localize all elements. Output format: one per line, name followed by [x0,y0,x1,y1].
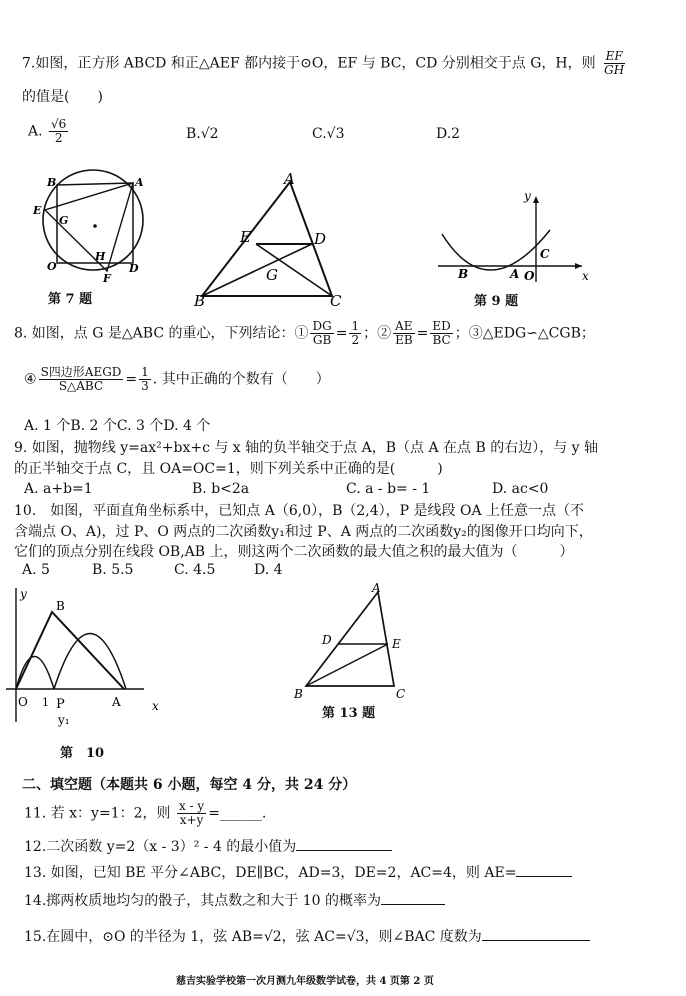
fig9-parabola [442,230,550,270]
q10-option-d: D. 4 [254,562,283,578]
q8-f2-den: EB [395,333,413,347]
q9-option-b: B. b<2a [192,481,250,497]
fig7-caption: 第 7 题 [48,292,93,307]
q11-post: =______. [208,805,267,822]
q14 [24,890,445,910]
q7-option-b: B.√2 [186,126,219,142]
q10-option-a: A. 5 [22,562,50,578]
fig9-label-b: B [458,267,469,281]
q10-option-c: C. 4.5 [174,562,216,578]
q14-text: 14.掷两枚质地均匀的骰子，其点数之和大于 10 的概率为 [24,893,381,909]
q8-eq4: = [125,371,138,388]
figure-7 [25,168,155,286]
q10-line2: 含端点 O、A)，过 P、O 两点的二次函数y₁和过 P、A 两点的二次函数y₂的图像开口均向下， [14,524,593,540]
q13-text: 13. 如图，已知 BE 平分∠ABC，DE∥BC，AD=3，DE=2，AC=4，则 AE= [24,865,517,881]
fig10-label-1: 1 [42,696,49,709]
q8-f4-den: S△ABC [58,379,104,393]
q11-den: x+y [179,813,204,827]
fig9-x-arrow [575,263,582,269]
fig9-label-o: O [524,269,535,283]
fig7-label-h: H [95,250,106,263]
figure-13 [290,582,420,700]
q11-num: x - y [178,799,205,813]
fig8-label-d: D [314,230,327,248]
fig10-label-y1: y₁ [58,713,70,727]
q8-f1-num: DG [312,319,332,333]
q9-line1: 9. 如图，抛物线 y=ax²+bx+c 与 x 轴的负半轴交于点 A，B（点 A 在点 B 的右边），与 y 轴 [14,440,599,456]
q8-sep1: ；② [363,325,392,342]
q7-opt-a-frac [49,118,68,145]
q10-line3: 它们的顶点分别在线段 OB,AB 上，则这两个二次函数的最大值之积的最大值为（ ） [14,544,574,560]
fig8-label-e: E [240,228,251,246]
q8-r1 [349,320,361,347]
fig13-caption: 第 13 题 [322,706,376,721]
figure-9 [432,190,592,288]
q11-frac [177,800,206,827]
q14-answer-blank[interactable] [381,904,445,905]
figure-8 [192,168,352,310]
fig13-triangle [306,592,394,686]
q7-line2: 的值是( ) [22,89,103,105]
fig7-center-dot [93,224,97,228]
q7-opt-a-num: √6 [51,117,67,131]
fig10-label-x: x [152,699,159,713]
q8-r4-num: 1 [141,365,149,379]
q12-answer-blank[interactable] [296,850,392,851]
q8-c4: ④ [24,371,37,388]
q8-r2-num: ED [432,319,451,333]
fig10-label-p: P [56,697,65,712]
q8-line1 [14,320,595,347]
fig7-label-g: G [59,214,69,227]
q12-text: 12.二次函数 y=2（x - 3）² - 4 的最小值为 [24,839,297,855]
fig7-label-a: A [135,176,144,189]
q8-options: A. 1 个B. 2 个C. 3 个D. 4 个 [24,418,211,434]
q11-pre: 11. 若 x：y=1：2，则 [24,805,171,822]
q9-option-a: A. a+b=1 [24,481,93,497]
q8-r2 [430,320,452,347]
q8-intro: 8. 如图，点 G 是△ABC 的重心，下列结论：① [14,325,309,342]
fig8-line-db [202,244,312,296]
fig13-label-e: E [392,637,401,651]
fig8-label-c: C [330,292,342,310]
q9-option-d: D. ac<0 [492,481,549,497]
fig8-label-a: A [284,170,295,188]
fig13-label-a: A [372,582,381,595]
q7-frac-den: GH [604,63,625,77]
q15 [24,926,590,946]
q7-fraction [602,50,626,77]
q8-f4 [39,366,124,393]
q9-line2: 的正半轴交于点 C，且 OA=OC=1，则下列关系中正确的是( ) [14,461,443,477]
fig9-label-y: y [524,190,531,203]
q8-r1-num: 1 [351,319,360,333]
q8-f1-den: GB [312,333,332,347]
q8-eq2: = [416,325,429,342]
fig13-label-d: D [322,633,332,647]
fig7-label-b: B [47,176,57,189]
q8-r2-den: BC [432,333,451,347]
fig10-label-a: A [112,695,121,709]
fig8-label-g: G [266,266,278,284]
q8-f4-num: S四边形AEGD [40,365,122,379]
fig7-label-e: E [33,204,42,217]
fig10-caption: 第 10 [60,746,105,761]
fig13-label-b: B [294,687,303,700]
q10-line1: 10. 如图，平面直角坐标系中，已知点 A（6,0），B（2,4），P 是线段 OA 上任意一点（不 [14,503,584,519]
q7-opt-a-den: 2 [54,131,63,145]
q7-stem [22,50,628,77]
q7-option-d: D.2 [436,126,461,142]
q7-line1: 7.如图，正方形 ABCD 和正△AEF 都内接于⊙O，EF 与 BC，CD 分别相交于点 G，H，则 [22,55,596,72]
fig7-triangle [45,183,133,271]
q11 [24,800,266,827]
q13-answer-blank[interactable] [516,876,572,877]
fig7-label-f: F [103,272,111,285]
q8-f1 [310,320,333,347]
q13 [24,862,572,882]
fig10-label-b: B [56,599,65,613]
fig9-caption: 第 9 题 [474,294,519,309]
q8-r1-den: 2 [351,333,360,347]
page-footer: 慈吉实验学校第一次月测九年级数学试卷，共 4 页第 2 页 [176,976,434,987]
q9-option-c: C. a - b= - 1 [346,481,431,497]
q8-eq1: = [335,325,348,342]
q7-opt-a-label: A. [28,123,43,140]
q10-option-b: B. 5.5 [92,562,134,578]
fig7-label-d: D [129,262,139,275]
fig13-line-be [306,644,388,686]
fig10-y1-curve [16,657,54,690]
fig8-label-b: B [194,292,206,310]
figure-10 [4,584,174,734]
q7-option-c: C.√3 [312,126,345,142]
q8-tail: . 其中正确的个数有（ ） [152,371,330,388]
fig9-label-a: A [510,267,520,281]
section2-heading: 二、填空题（本题共 6 小题，每空 4 分，共 24 分） [22,777,357,793]
q8-f2-num: AE [395,319,413,333]
q15-text: 15.在圆中，⊙O 的半径为 1，弦 AB=√2，弦 AC=√3，则∠BAC 度数为 [24,929,482,945]
fig10-label-y: y [20,587,27,601]
q8-r4 [139,366,151,393]
fig9-label-c: C [540,247,550,261]
q8-f2 [393,320,415,347]
fig10-label-o: O [18,695,28,709]
q8-r4-den: 3 [141,379,149,393]
fig9-y-arrow [533,196,539,203]
q8-line2 [24,366,330,393]
q7-frac-num: EF [605,49,623,63]
q8-sep2: ；③△EDG∽△CGB； [454,325,595,342]
fig9-label-x: x [582,269,589,283]
q15-answer-blank[interactable] [482,940,590,941]
q7-option-a [28,118,70,145]
fig13-label-c: C [396,687,406,700]
fig7-label-o: O [47,260,57,273]
q12 [24,836,392,856]
